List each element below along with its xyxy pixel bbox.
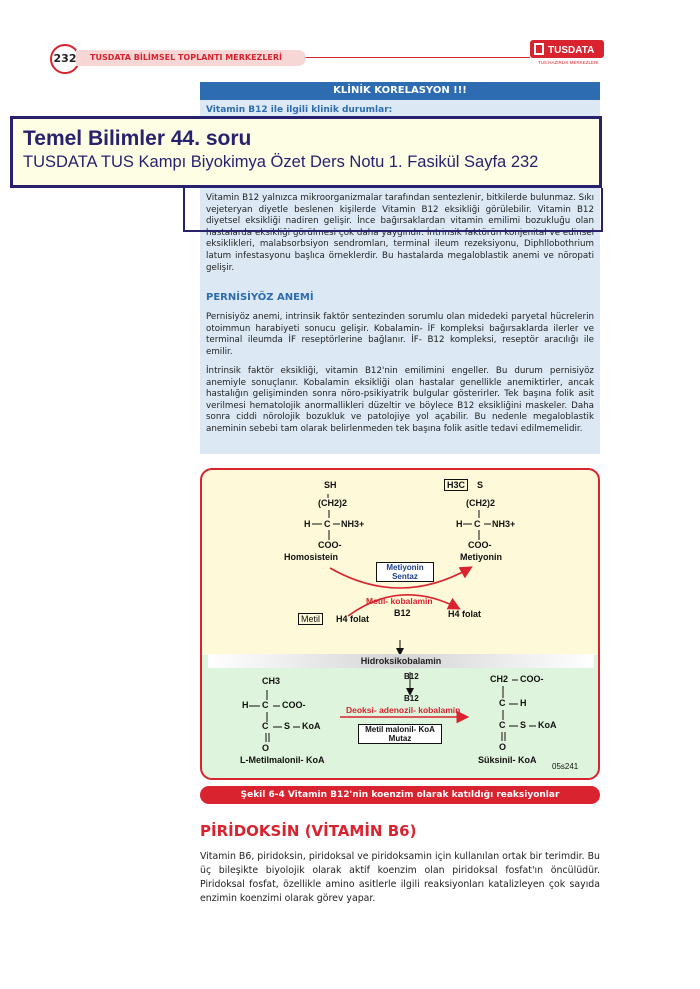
right-c: C [499,698,506,708]
clinical-paragraph-2: Pernisiyöz anemi, intrinsik faktör sentezinden sorumlu olan midedeki paryetal hücrelerin otoimmun harabiyeti sonucu gelişir. Kobalamin- İF kompleksi bağırsaklarda ilerler ve terminal ileumda İF reseptörlerine bağlanır. İF- B12 kompleksi, reseptör aracılığı ile emilir. [206,312,594,357]
left-c: C [262,700,269,710]
h4-folat-left: H4 folat [336,614,370,624]
homosistein-nh3: NH3+ [341,519,365,529]
clinical-subheader: Vitamin B12 ile ilgili klinik durumlar: [206,105,393,115]
right-s: S [520,720,527,730]
right-o: O [499,742,507,752]
h4-folat-right: H4 folat [448,609,482,619]
header-title: TUSDATA BİLİMSEL TOPLANTI MERKEZLERİ [76,50,306,66]
cofactor-metil-kobalamin: Metil- kobalamin [366,596,433,606]
left-koa: KoA [302,721,321,731]
b12-lower-b: B12 [404,694,419,703]
right-coo: COO- [520,674,544,684]
metiyonin-nh3: NH3+ [492,519,516,529]
right-ch2: CH2 [490,674,509,684]
tusdata-logo [530,38,604,66]
left-h: H [242,700,249,710]
metiyonin-c: C [474,519,481,529]
clinical-paragraph-1: Vitamin B12 yalnızca mikroorganizmalar tarafından sentezlenir, bitkilerde bulunmaz. Sıkı vejeteryan diyetle beslenen kişilerde Vitamin B12 eksikliği görülebilir. Vitamin B12 diyetsel eksikliği nadiren gelişir. İnce bağırsaklardan vitamin emilimi bozukluğu olan hastalarda eksikliği görülmesi çok daha yaygındır. İntrinsik faktörün konjenital ve edinsel eksiklikleri, malabsorbsiyon sendromları, terminal ileum rezeksiyonu, Diphllobothrium latum infestasyonu başlıca örneklerdir. Bu hastalarda megaloblastik anemi ve nöropati gelişir. [206,193,594,273]
metiyonin-coo: COO- [468,540,492,550]
page-number: 232 [50,44,80,74]
pernicious-anemia-heading: PERNİSİYÖZ ANEMİ [206,292,314,303]
pyridoxine-heading: PİRİDOKSİN (VİTAMİN B6) [200,822,417,840]
svg-text:TUSDATA: TUSDATA [548,45,595,56]
homosistein-h: H [304,519,311,529]
metiyonin-ch2: (CH2)2 [466,498,496,508]
question-overlay [10,116,602,188]
left-mol-label: L-Metilmalonil- KoA [240,755,325,765]
hidroksikobalamin-bar: Hidroksikobalamin [208,654,594,668]
metil-box: Metil [298,613,323,625]
enzyme-metiyonin-sentaz: Metiyonin Sentaz [376,562,434,582]
right-c2: C [499,720,506,730]
left-c2: C [262,721,269,731]
right-koa: KoA [538,720,557,730]
metiyonin-s: S [477,480,484,490]
homosistein-c: C [324,519,331,529]
right-h: H [520,698,527,708]
homosistein-coo: COO- [318,540,342,550]
homosistein-label: Homosistein [284,552,339,562]
metiyonin-label: Metiyonin [460,552,502,562]
overlay-frame [183,188,603,232]
left-coo: COO- [282,700,306,710]
metiyonin-h3c: H3C [444,479,468,491]
left-s: S [284,721,291,731]
figure-code: 05s241 [552,762,579,771]
pyridoxine-paragraph: Vitamin B6, piridoksin, piridoksal ve piridoksamin için kullanılan ortak bir terimdir. Bu üç bileşikte biyolojik olarak aktif koenzim olan piridoksal fosfat'ın öncülüdür. Piridoksal fosfat, özellikle amino asitlerle ilgili reaksiyonları katalizleyen çok sayıda enzimin koenzimi olarak görev yapar. [200,851,600,904]
cofactor-deoksi-adenozil-kobalamin: Deoksi- adenozil- kobalamin [346,705,461,715]
overlay-subtitle: TUSDATA TUS Kampı Biyokimya Özet Ders Notu 1. Fasikül Sayfa 232 [23,153,539,171]
metiyonin-h: H [456,519,463,529]
left-o: O [262,743,270,753]
clinical-header: KLİNİK KORELASYON !!! [200,82,600,100]
svg-text:TUS HAZIRLIK MERKEZLERİ: TUS HAZIRLIK MERKEZLERİ [538,60,599,65]
header-rule [306,57,530,58]
clinical-paragraph-3: İntrinsik faktör eksikliği, vitamin B12'nin emilimini engeller. Bu durum pernisiyöz anemiyle sonuçlanır. Kobalamin eksikliği olan hastalar genellikle anemiktirler, ancak hastalığın gelişiminden sonra nöro-psikiyatrik bulgular gösterirler. Tek başına folik asit verilmesi hematolojik anormallikleri düzeltir ve böylece B12 eksikliğini maskeler. Daha sonra ciddi nörolojik bozukluk ve patolojiye yol açabilir. Bu nedenle megaloblastik aneminin sebebi tam olarak belirlenmeden tek başına folik asitle tedavi edilmemelidir. [206,366,594,434]
homosistein-ch2: (CH2)2 [318,498,348,508]
enzyme-metil-malonil-koa-mutaz: Metil malonil- KoA Mutaz [358,724,442,744]
b12-lower-a: B12 [404,672,419,681]
homosistein-sh: SH [324,480,337,490]
figure-caption: Şekil 6-4 Vitamin B12'nin koenzim olarak katıldığı reaksiyonlar [200,786,600,804]
right-mol-label: Süksinil- KoA [478,755,537,765]
b12-upper: B12 [394,608,411,618]
overlay-title: Temel Bilimler 44. soru [23,127,252,150]
left-ch3: CH3 [262,676,281,686]
